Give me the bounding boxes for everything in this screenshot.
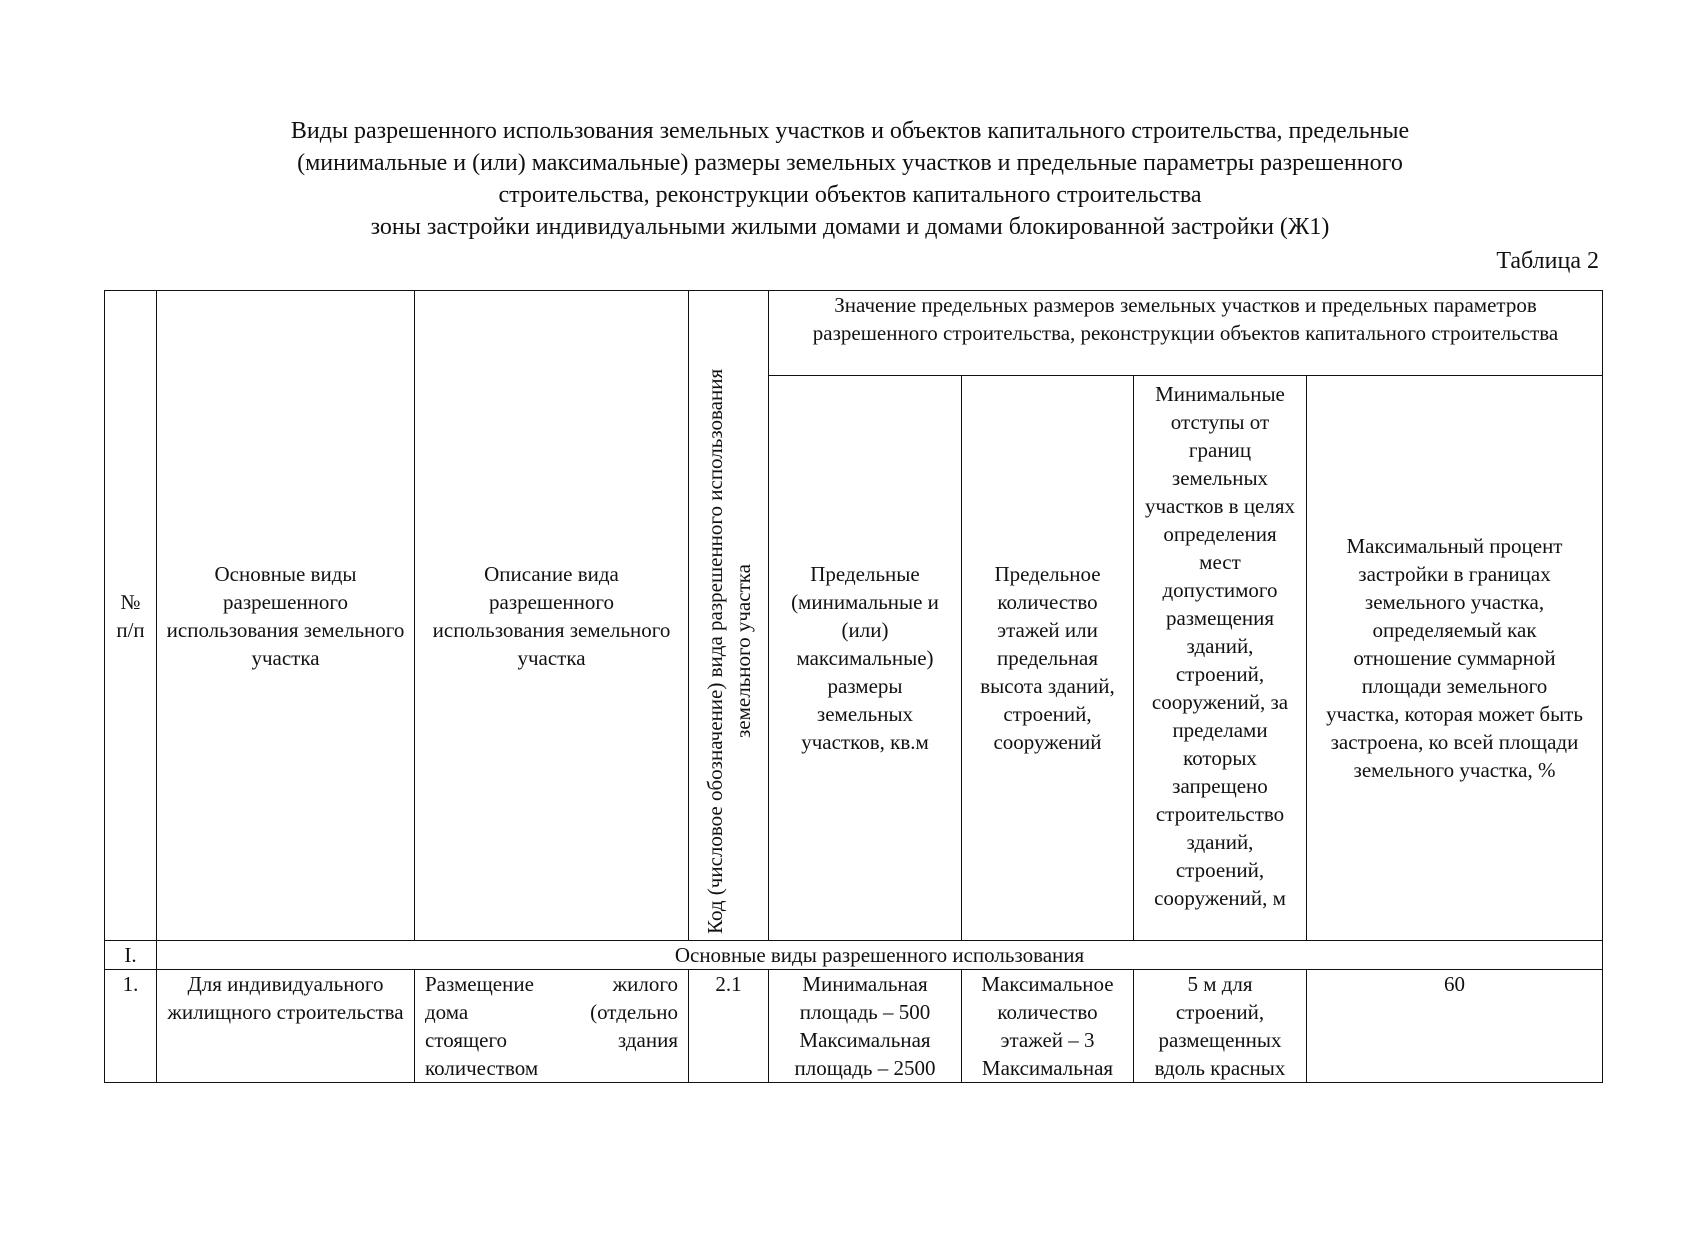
row-num: 1. [105, 970, 157, 1083]
header-sizes: Предельные (минимальные и (или) максимальные) размеры земельных участков, кв.м [769, 376, 962, 941]
row-description-line: Размещение жилого [425, 972, 678, 996]
header-code-cell [689, 291, 769, 941]
row-floors-line: количество [997, 1000, 1098, 1024]
row-sizes-line: Минимальная [802, 972, 928, 996]
row-floors [962, 970, 1134, 1083]
table-row [105, 970, 1603, 1083]
row-setbacks-line: строений, [1175, 1000, 1265, 1024]
header-setbacks: Минимальные отступы от границ земельных участков в целях определения мест допустимого размещения зданий, строений, сооружений, за пределами которых запрещено строительство зданий, строений, сооружений, м [1134, 376, 1307, 941]
header-num: № п/п [105, 291, 157, 941]
row-floors-line: этажей – 3 [1000, 1028, 1095, 1052]
row-setbacks-line: вдоль красных [1154, 1056, 1286, 1080]
header-percent: Максимальный процент застройки в границах земельного участка, определяемый как отношение суммарной площади земельного участка, которая может быть застроена, ко всей площади земельного участка, % [1307, 376, 1603, 941]
row-sizes-line: Максимальная [799, 1028, 931, 1052]
row-description-line: дома (отдельно [425, 1000, 678, 1024]
row-percent: 60 [1307, 970, 1603, 1083]
section-label: Основные виды разрешенного использования [157, 941, 1603, 970]
row-description-line: стоящего здания [425, 1028, 678, 1052]
title-line-4: зоны застройки индивидуальными жилыми домами и домами блокированной застройки (Ж1) [370, 214, 1330, 240]
title-line-1: Виды разрешенного использования земельных участков и объектов капитального строительства, предельные [290, 118, 1410, 144]
header-main-types: Основные виды разрешенного использования земельного участка [157, 291, 415, 941]
row-description [415, 970, 689, 1083]
zoning-table [104, 290, 1603, 1083]
title-line-3: строительства, реконструкции объектов капитального строительства [498, 182, 1202, 208]
header-description: Описание вида разрешенного использования земельного участка [415, 291, 689, 941]
section-num: I. [105, 941, 157, 970]
row-floors-line: Максимальная [981, 1056, 1114, 1080]
header-code: Код (числовое обозначение) вида разрешенного использования земельного участка [702, 368, 755, 935]
row-setbacks-line: 5 м для [1187, 972, 1253, 996]
row-sizes-line: площадь – 2500 [794, 1056, 936, 1080]
header-values-group: Значение предельных размеров земельных участков и предельных параметров разрешенного строительства, реконструкции объектов капитального строительства [769, 291, 1603, 376]
row-setbacks-line: размещенных [1158, 1028, 1282, 1052]
document-title [140, 115, 1560, 243]
row-floors-line: Максимальное [981, 972, 1114, 996]
row-sizes [769, 970, 962, 1083]
title-line-2: (минимальные и (или) максимальные) размеры земельных участков и предельные параметры разрешенного [297, 150, 1403, 176]
row-sizes-line: площадь – 500 [799, 1000, 931, 1024]
row-description-line: количеством [425, 1056, 539, 1080]
row-setbacks [1134, 970, 1307, 1083]
section-row [105, 941, 1603, 970]
table-label: Таблица 2 [1496, 248, 1599, 274]
row-type: Для индивидуального жилищного строительства [157, 970, 415, 1083]
row-code: 2.1 [689, 970, 769, 1083]
header-floors: Предельное количество этажей или предельная высота зданий, строений, сооружений [962, 376, 1134, 941]
